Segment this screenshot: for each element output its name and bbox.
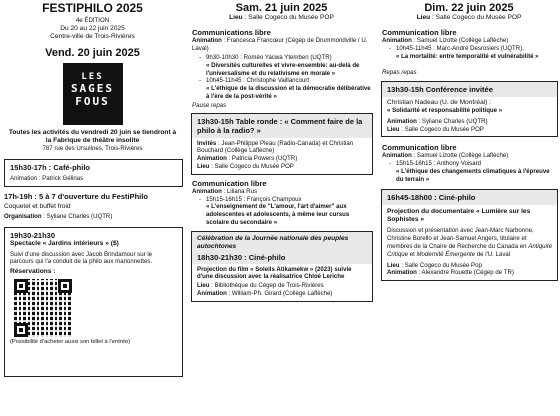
- animation-label: Animation: [192, 187, 222, 195]
- venue: : Salle Cogeco du Musée Pop: [399, 261, 482, 269]
- animation-name: : Francesca Francœur (Cégep de Drummondville / U. Laval): [192, 37, 368, 53]
- ticket-note: (Possibilité d'acheter aussi son billet à l'entrée): [10, 338, 131, 345]
- list-item: [388, 45, 556, 61]
- item-time: 15h15-16h15 : François Champoux: [206, 195, 302, 203]
- communication-list: [382, 45, 556, 61]
- event-organization: : Syliane Charles (UQTR): [41, 213, 113, 221]
- lieu-label: Lieu: [387, 261, 400, 269]
- animation-label: Animation: [192, 37, 222, 45]
- conference-title: « Solidarité et responsabilité politique »: [387, 107, 503, 114]
- column-friday: [0, 0, 185, 416]
- animation-name: : Patricia Powers (UQTR): [226, 155, 298, 163]
- list-item: [198, 77, 371, 100]
- event-opening: [0, 187, 185, 221]
- festival-place: Centre-ville de Trois-Rivières: [50, 33, 135, 41]
- reservations-label: Réservations :: [10, 268, 56, 276]
- list-item: [388, 160, 556, 183]
- edition-label: 4e ÉDITION: [75, 17, 110, 24]
- day-title-friday: Vend. 20 juin 2025: [45, 46, 140, 59]
- lieu-label: Lieu: [229, 14, 243, 21]
- item-time: 15h15-16h15 : Anthony Voisard: [396, 160, 482, 168]
- event-title: 13h30-15h Table ronde : « Comment faire de la philo à la radio? »: [197, 116, 363, 135]
- lieu-label: Lieu: [197, 162, 210, 170]
- item-title: « La mortalité: entre temporalité et vulnérabilité »: [396, 53, 539, 60]
- desc-part: et: [408, 250, 417, 258]
- item-title: « L'enseignement de "L'amour, l'art d'aimer" aux adolescentes et adolescents, à même leur cursus scolaire du secondaire »: [206, 203, 350, 226]
- desc-part: Discussion et présentation avec Jean-Marc Narbonne, Christine Borello et Jean-Samuel Angers, titulaire et membres de la Chaire de Recherche du Canada en: [387, 227, 534, 250]
- day-title-sunday: Dim. 22 juin 2025: [424, 2, 514, 14]
- venue: : Salle Cogeco du Musée POP: [399, 125, 484, 133]
- desc-part: de l'U. Laval: [475, 250, 511, 258]
- event-time: 17h-19h : 5 à 7 d'ouverture du FestiPhilo: [4, 192, 148, 202]
- venue: : Bibliothèque du Cégep de Trois-Rivières: [209, 282, 324, 290]
- event-box-conference: [381, 81, 558, 138]
- celebration-title: Célébration de la Journée nationale des peuples autochtones: [197, 234, 349, 251]
- lieu-label: Lieu: [387, 125, 400, 133]
- animation-name: : Alexandre Rouette (Cégep de TR): [416, 269, 514, 277]
- item-title: « L'éthique des changements climatiques à l'épreuve du terrain »: [396, 167, 550, 183]
- day-title-saturday: Sam. 21 juin 2025: [235, 2, 328, 14]
- event-time: 18h30-21h30 : Ciné-philo: [197, 252, 286, 262]
- event-description: Suivi d'une discussion avec Jacob Brindamour sur le parcours qui l'a conduit de la philo aux marionnettes.: [10, 250, 153, 266]
- event-box-cine-philo: [191, 231, 373, 302]
- documentary-title: Projection du documentaire « Lumière sur les Sophistes »: [387, 207, 531, 223]
- event-box-cafe-philo: [4, 159, 183, 187]
- festival-dates: Du 20 au 22 juin 2025: [60, 24, 125, 32]
- animation-name: : Syliane Charles (UQTR): [416, 117, 488, 125]
- day-venue: : Salle Cogeco du Musée POP: [242, 14, 334, 21]
- animation-label: Animation: [197, 289, 227, 297]
- communication-list: [192, 54, 371, 101]
- guests-label: Invités: [197, 139, 217, 147]
- item-time: 9h30-10h30 : Roméo Yacwa Ytemben (UQTR): [206, 54, 332, 61]
- section-title: Communications libre: [192, 28, 271, 38]
- guests: : Jean-Philippe Pleau (Radio-Canada) et Christian Bouchard (Collège Laflèche): [197, 139, 354, 155]
- event-time: 15h30-17h : Café-philo: [10, 163, 91, 173]
- lieu-label: Lieu: [197, 282, 210, 290]
- animation-name: : William-Ph. Girard (Collège Laflèche): [226, 289, 333, 297]
- day-venue: : Salle Cogeco du Musée POP: [430, 14, 522, 21]
- item-title: « Diversités culturelles et vivre-ensemble: au-delà de l'universalisme et du relativisme en morale »: [206, 61, 360, 77]
- list-item: [198, 196, 371, 227]
- item-time: 10h45-11h45 : Christophe Vaillancourt: [206, 77, 310, 85]
- item-title: « L'éthique de la discussion et la démocratie délibérative à l'ère de la post-vérité »: [206, 85, 371, 100]
- event-box-cine-philo-sunday: [381, 189, 558, 282]
- pause-label: Repas repas: [382, 68, 417, 76]
- animation-name: : Liliana Rus: [221, 187, 258, 195]
- festival-title: FESTIPHILO 2025: [42, 1, 143, 15]
- animation-label: Animation: [197, 155, 227, 163]
- list-item: [198, 54, 371, 77]
- section-title: Communication libre: [382, 143, 457, 153]
- event-box-spectacle: [4, 227, 183, 377]
- event-box-table-ronde: [191, 113, 373, 175]
- communication-list: [382, 160, 556, 183]
- section-title: Communication libre: [382, 28, 457, 38]
- event-animation: Animation : Patrick Gélinas: [10, 175, 84, 183]
- column-sunday: [378, 0, 560, 416]
- animation-label: Animation: [387, 117, 417, 125]
- communication-list: [192, 196, 371, 227]
- item-time: 10h45-11h45 : Marc-André Desrosiers (UQTR),: [396, 45, 524, 53]
- column-saturday: [188, 0, 375, 416]
- pause-label: Pause repas: [192, 101, 227, 109]
- desc-part: Modernité Émergente: [416, 250, 476, 258]
- animation-name: : Samuel Lizotte (Collège Laflèche): [411, 37, 509, 45]
- event-description: Projection du film « Soleils Atikamekw » (2023) suivie d'une discussion avec la réalisatrice Chloé Leriche: [197, 265, 352, 281]
- event-time: 19h30-21h30: [10, 231, 56, 241]
- animation-label: Animation: [382, 37, 412, 45]
- venue: : Salle Cogeco du Musée POP: [209, 162, 294, 170]
- event-time: 16h45-18h00 : Ciné-philo: [387, 192, 476, 202]
- section-title: Communication libre: [192, 178, 267, 188]
- friday-venue-note: Toutes les activités du vendredi 20 juin se tiendront à la Fabrique de théâtre insolite: [8, 128, 177, 145]
- reservation-qr-code[interactable]: [14, 279, 72, 337]
- animation-label: Animation: [382, 152, 412, 160]
- speaker: Christian Nadeau (U. de Montréal) :: [387, 98, 492, 106]
- animation-label: Animation: [387, 269, 417, 277]
- animation-name: : Samuel Lizotte (Collège Laflèche): [411, 152, 509, 160]
- event-subtitle: Coquetel et buffet froid: [4, 203, 71, 211]
- lieu-label: Lieu: [416, 14, 431, 21]
- event-org-label: Organisation: [4, 213, 42, 221]
- event-time: 13h30-15h Conférence invitée: [387, 84, 493, 94]
- desc-part: Antiquité Critique: [387, 242, 552, 258]
- friday-address: 787 rue des Ursulines, Trois-Rivières: [42, 145, 143, 153]
- event-description: [387, 227, 552, 258]
- les-sages-fous-logo: LES SAGES FOUS: [63, 63, 123, 125]
- event-title: Spectacle « Jardins intérieurs » ($): [10, 240, 119, 248]
